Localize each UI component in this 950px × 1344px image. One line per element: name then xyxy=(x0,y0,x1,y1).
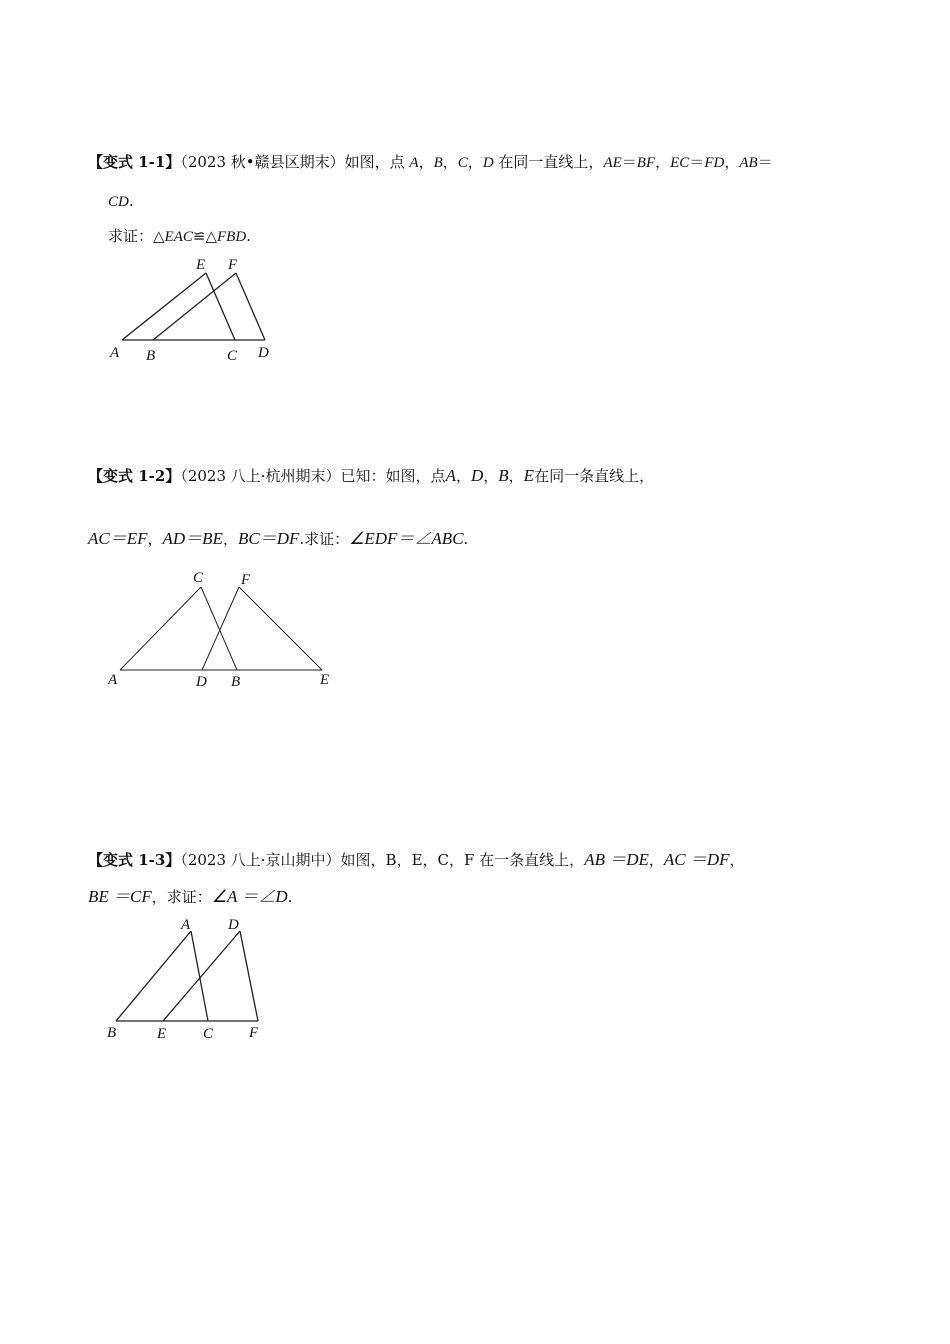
text: .求证： xyxy=(299,530,350,548)
variant-tag: 【变式 1-2】 xyxy=(88,467,181,485)
point: D xyxy=(470,466,484,485)
label-f: F xyxy=(249,1025,259,1041)
equals: ＝ xyxy=(621,153,637,171)
label-a: A xyxy=(108,672,118,688)
figure-1-2 xyxy=(100,565,350,695)
variant-tag: 【变式 1-1】 xyxy=(88,153,181,171)
figure-1-1 xyxy=(100,250,290,370)
sep: ， xyxy=(442,153,458,171)
sep: ， xyxy=(648,851,664,869)
triangle: EAC xyxy=(164,229,193,245)
label-e: E xyxy=(196,257,206,273)
problem-1-3-line-2 xyxy=(88,887,292,907)
segment-fe xyxy=(239,587,322,670)
equals: ＝ xyxy=(689,153,705,171)
source: （2023 八上·京山期中） xyxy=(180,851,341,869)
text: 在同一直线上， xyxy=(493,153,604,171)
point: E xyxy=(523,466,535,485)
sep: ， xyxy=(483,467,499,485)
label-e: E xyxy=(157,1026,167,1042)
segment-ac xyxy=(191,931,208,1021)
segment-df xyxy=(202,587,239,670)
segment-fd xyxy=(236,273,265,340)
segment-ae xyxy=(122,273,206,340)
sep: ， xyxy=(222,530,238,548)
segment-cb xyxy=(201,587,237,670)
sep: ， xyxy=(147,530,163,548)
segment: FD xyxy=(704,155,725,171)
label-d: D xyxy=(258,345,269,361)
problem-1-1-line-1 xyxy=(88,152,773,173)
segment: AB xyxy=(739,155,758,171)
text: 已知：如图，点 xyxy=(340,467,446,485)
sep: ， xyxy=(467,153,483,171)
angle-equation: ∠EDF＝∠ABC xyxy=(349,529,464,548)
segment: AE xyxy=(603,155,622,171)
period: . xyxy=(246,227,251,245)
sep: ， xyxy=(418,153,434,171)
variant-tag: 【变式 1-3】 xyxy=(88,851,181,869)
label-b: B xyxy=(146,348,156,364)
source: （2023 八上·杭州期末） xyxy=(180,467,341,485)
congruent-symbol: ≌△ xyxy=(192,227,217,245)
label-c: C xyxy=(203,1026,214,1042)
label-d: D xyxy=(196,674,207,690)
label-a: A xyxy=(110,345,120,361)
period: . xyxy=(463,530,469,548)
label-c: C xyxy=(227,348,238,364)
sep: ， xyxy=(729,851,745,869)
label-a: A xyxy=(181,917,191,933)
problem-1-2-line-1 xyxy=(88,466,654,486)
label-b: B xyxy=(231,674,241,690)
label-e: E xyxy=(320,672,330,688)
segment-ba xyxy=(116,931,191,1021)
sep: ， xyxy=(724,153,740,171)
sep: ， xyxy=(655,153,671,171)
triangle: FBD xyxy=(217,229,247,245)
period: . xyxy=(287,888,293,906)
point: B xyxy=(433,155,443,171)
equation: BC＝DF xyxy=(237,529,300,548)
text: 如图，点 xyxy=(344,153,410,171)
angle-equation: ∠A ＝∠D xyxy=(211,887,288,906)
segment-ed xyxy=(163,931,240,1021)
equation: AD＝BE xyxy=(162,529,223,548)
text: 在同一条直线上， xyxy=(534,467,655,485)
point: C xyxy=(457,155,468,171)
period: . xyxy=(128,192,134,210)
segment-bf xyxy=(153,273,236,340)
text: 如图，B，E，C，F 在一条直线上， xyxy=(340,851,585,869)
problem-1-2-line-2 xyxy=(88,529,468,549)
equation: AB ＝DE xyxy=(584,850,649,869)
label-c: C xyxy=(193,570,204,586)
source: （2023 秋•赣县区期末） xyxy=(180,153,345,171)
segment-df xyxy=(240,931,258,1021)
text: 求证：△ xyxy=(108,227,165,245)
point: A xyxy=(445,466,456,485)
equation: BE ＝CF xyxy=(88,887,152,906)
sep: ， xyxy=(455,467,471,485)
label-f: F xyxy=(228,257,238,273)
problem-1-1-line-2 xyxy=(108,191,134,212)
equation: AC ＝DF xyxy=(663,850,730,869)
segment: BF xyxy=(636,155,656,171)
sep: ， xyxy=(508,467,524,485)
segment-ac xyxy=(120,587,201,670)
problem-1-1-proof xyxy=(108,226,251,247)
problem-1-3-line-1 xyxy=(88,850,745,870)
label-d: D xyxy=(228,917,239,933)
segment: CD xyxy=(108,194,129,210)
segment-ec xyxy=(206,273,235,340)
point: B xyxy=(498,466,509,485)
point: D xyxy=(482,155,494,171)
equals: ＝ xyxy=(757,153,773,171)
label-b: B xyxy=(107,1025,117,1041)
segment: EC xyxy=(670,155,690,171)
equation: AC＝EF xyxy=(88,529,148,548)
text: ，求证： xyxy=(151,888,212,906)
figure-1-3 xyxy=(100,915,280,1045)
label-f: F xyxy=(241,572,251,588)
point: A xyxy=(409,155,419,171)
